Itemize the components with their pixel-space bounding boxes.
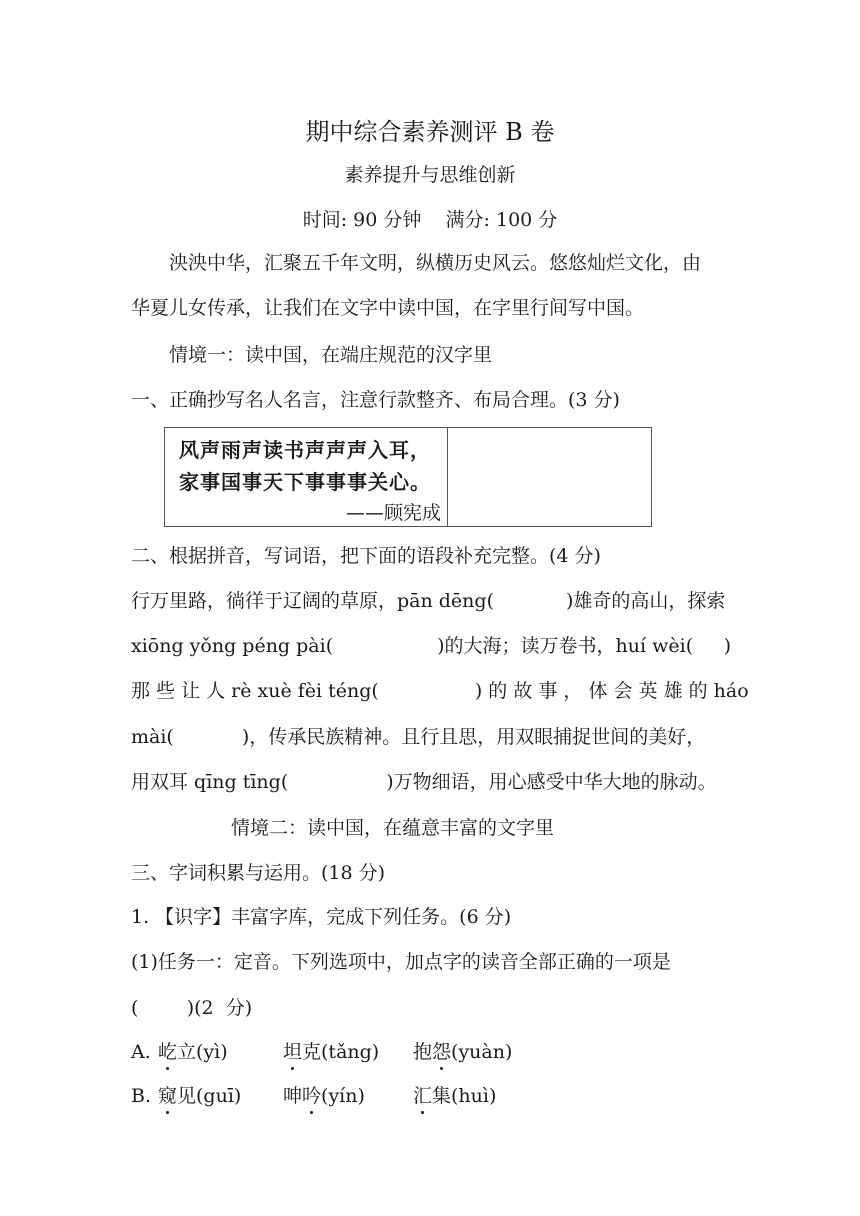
question-1-heading: 一、正确抄写名人名言，注意行款整齐、布局合理。(3 分) — [131, 389, 620, 411]
quote-author: ——顾宪成 — [345, 502, 441, 524]
answer-bracket[interactable]: ( )(2 分) — [131, 997, 253, 1019]
scene-1-text: 情境一：读中国，在端庄规范的汉字里 — [169, 344, 493, 366]
option-word-2: 坦克(tǎng) — [283, 1041, 380, 1063]
exam-meta — [0, 205, 860, 232]
option-word-1: 屹立(yì) — [158, 1041, 228, 1063]
page-subtitle: 素养提升与思维创新 — [344, 164, 516, 186]
q2-text: )的大海；读万卷书，huí wèi( — [437, 635, 694, 657]
task-1-prompt: (1)任务一：定音。下列选项中，加点字的读音全部正确的一项是 — [131, 951, 671, 973]
option-word-2: 呻吟(yín) — [283, 1085, 365, 1107]
quote-line-1: 风声雨声读书声声声入耳， — [179, 438, 431, 462]
dotted-char: 汇 — [413, 1085, 433, 1107]
quote-sample — [165, 428, 448, 526]
copy-area[interactable] — [448, 428, 651, 526]
option-word-1: 窥见(guī) — [158, 1085, 242, 1107]
exam-time-score: 时间: 90 分钟 满分: 100 分 — [302, 209, 558, 231]
dotted-char: 屹 — [158, 1041, 178, 1063]
option-label: B. — [131, 1085, 152, 1107]
q2-text: mài( — [131, 726, 174, 748]
page-title: 期中综合素养测评 B 卷 — [305, 118, 555, 146]
q2-text: xiōng yǒng péng pài( — [131, 635, 334, 657]
task-1-answer-line[interactable] — [131, 995, 731, 1021]
option-label: A. — [131, 1041, 151, 1063]
q2-text: 行万里路，徜徉于辽阔的草原，pān dēng( — [131, 590, 494, 612]
q2-text: )雄奇的高山，探索 — [566, 590, 726, 612]
scene-2-heading — [131, 815, 731, 841]
q2-line-3 — [131, 678, 749, 704]
option-word-3: 汇集(huì) — [413, 1085, 497, 1107]
q2-line-5 — [131, 769, 731, 795]
q2-text: )，传承民族精神。且行且思，用双眼捕捉世间的美好， — [241, 726, 706, 748]
q2-text: 那 些 让 人 rè xuè fèi téng( — [131, 680, 379, 702]
scene-2-text: 情境二：读中国，在蕴意丰富的文字里 — [231, 817, 555, 839]
dotted-char: 窥 — [158, 1085, 178, 1107]
intro-line-1 — [131, 250, 731, 276]
q2-line-4 — [131, 724, 731, 750]
question-2-heading: 二、根据拼音，写词语，把下面的语段补充完整。(4 分) — [131, 545, 601, 567]
q2-line-1 — [131, 588, 731, 614]
scene-1-heading — [131, 342, 731, 368]
quote-line-2: 家事国事天下事事事关心。 — [179, 470, 431, 494]
q2-line-2 — [131, 633, 731, 659]
q2-text: ) — [723, 635, 731, 657]
dotted-char: 坦 — [283, 1041, 303, 1063]
q2-text: )万物细语，用心感受中华大地的脉动。 — [386, 771, 717, 793]
q2-text: 用双耳 qīng tīng( — [131, 771, 289, 793]
intro-text-1: 泱泱中华，汇聚五千年文明，纵横历史风云。悠悠灿烂文化，由 — [169, 252, 702, 274]
question-3-heading: 三、字词积累与运用。(18 分) — [131, 862, 386, 884]
dotted-char: 吟 — [302, 1085, 322, 1107]
dotted-char: 怨 — [432, 1041, 452, 1063]
quote-box — [164, 427, 652, 527]
q3-subquestion-1: 1. 【识字】丰富字库，完成下列任务。(6 分) — [131, 906, 512, 928]
intro-line-2: 华夏儿女传承，让我们在文字中读中国，在字里行间写中国。 — [131, 297, 645, 319]
q2-text: ) 的 故 事 ， 体 会 英 雄 的 háo — [474, 680, 749, 702]
option-word-3: 抱怨(yuàn) — [413, 1041, 513, 1063]
